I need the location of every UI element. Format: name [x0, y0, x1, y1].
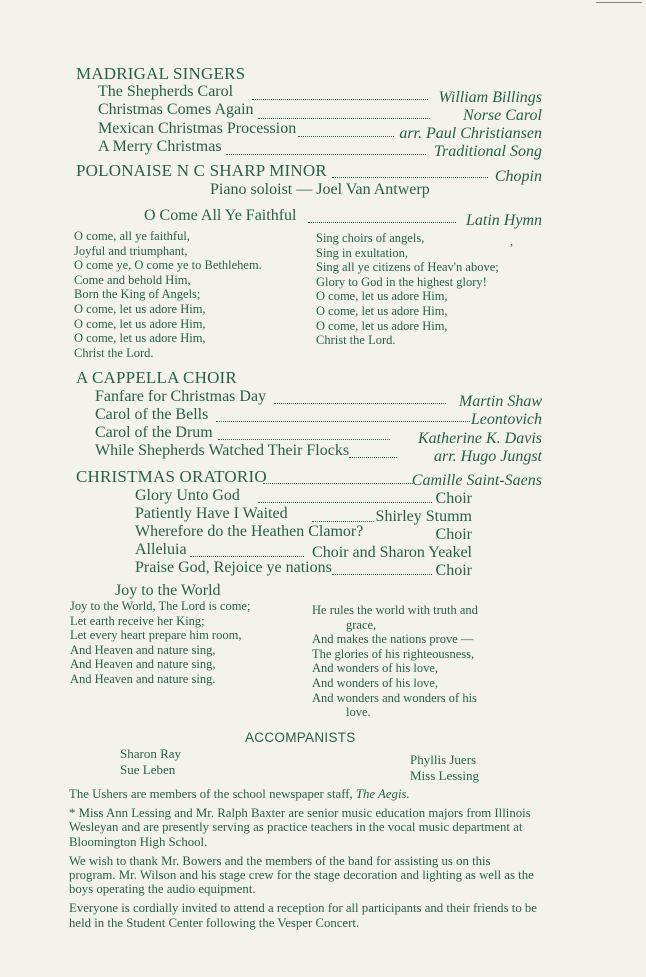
accompanist-name: Miss Lessing	[410, 768, 479, 783]
verse-line: love.	[346, 705, 371, 720]
program-notes	[69, 787, 539, 935]
joy-verse-right	[312, 603, 478, 720]
verse-line: O come, let us adore Him,	[316, 318, 448, 333]
oratorio-title-1: Glory Unto God	[135, 487, 240, 504]
oratorio-performer-2: Shirley Stumm	[375, 508, 472, 525]
oratorio-title-2: Patiently Have I Waited	[135, 505, 288, 522]
cappella-title-1: Fanfare for Christmas Day	[95, 388, 267, 405]
cappella-composer-1: Martin Shaw	[458, 393, 542, 410]
oratorio-composer: Camille Saint-Saens	[411, 472, 542, 489]
verse-line: And Heaven and nature sing,	[70, 642, 216, 657]
madrigal-composer-1: William Billings	[438, 89, 542, 106]
verse-line: Let every heart prepare him room,	[70, 628, 242, 643]
verse-line: Christ the Lord.	[74, 345, 154, 360]
verse-line: O come, all ye faithful,	[74, 229, 190, 243]
leader-line	[274, 403, 446, 404]
section-heading-accompanists: ACCOMPANISTS	[245, 730, 356, 745]
accompanist-name: Sharon Ray	[120, 746, 182, 761]
cappella-composer-4: arr. Hugo Jungst	[433, 448, 542, 465]
cappella-composer-2: Leontovich	[470, 411, 542, 428]
section-heading-polonaise: POLONAISE N C SHARP MINOR	[76, 161, 327, 180]
note-thanks: We wish to thank Mr. Bowers and the members of the band for assisting us on this program. Mr. Wilson and his stage crew for the stage decoration and lighting as well as the boys operating the audio equipment.	[69, 853, 534, 897]
leader-line	[258, 502, 432, 503]
leader-line	[332, 574, 432, 575]
hymn-composer-o-come: Latin Hymn	[466, 212, 542, 229]
verse-line: O come, let us adore Him,	[74, 301, 206, 316]
hymn-title-o-come: O Come All Ye Faithful	[144, 207, 297, 224]
accompanist-name: Sue Leben	[120, 762, 176, 777]
verse-line: O come ye, O come ye to Bethlehem.	[74, 258, 262, 273]
verse-line: O come, let us adore Him,	[74, 331, 206, 346]
cappella-title-2: Carol of the Bells	[95, 406, 209, 423]
verse-line: Sing in exultation,	[316, 245, 409, 260]
madrigal-composer-4: Traditional Song	[433, 143, 542, 160]
verse-line: Come and behold Him,	[74, 272, 191, 287]
leader-line	[252, 99, 428, 100]
leader-line	[332, 177, 488, 178]
verse-line: Glory to God in the highest glory!	[316, 274, 487, 289]
madrigal-title-2: Christmas Comes Again	[98, 101, 254, 118]
verse-line: Let earth receive her King;	[70, 613, 205, 628]
cappella-composer-3: Katherine K. Davis	[418, 430, 542, 447]
leader-line	[263, 483, 413, 484]
cappella-title-4: While Shepherds Watched Their Flocks	[95, 442, 350, 459]
accompanist-name: Phyllis Juers	[410, 752, 477, 767]
note-ushers	[69, 787, 539, 801]
oratorio-title-3: Wherefore do the Heathen Clamor?	[135, 523, 364, 540]
o-come-verse-right	[316, 231, 499, 348]
verse-line: He rules the world with truth and	[312, 603, 478, 617]
leader-line	[226, 154, 426, 155]
joy-verse-left	[70, 599, 250, 687]
verse-line: The glories of his righteousness,	[312, 646, 475, 661]
leader-line	[190, 556, 304, 557]
stray-mark: ,	[510, 234, 513, 248]
verse-line: O come, let us adore Him,	[316, 303, 448, 318]
note-invite: Everyone is cordially invited to attend a reception for all participants and their friends to be held in the Student Center following the Vesper Concert.	[69, 901, 537, 930]
note-seniors: * Miss Ann Lessing and Mr. Ralph Baxter are senior music education majors from Illinois Wesleyan and are presently serving as practice teachers in the vocal music department at Bloomington High School.	[69, 806, 531, 849]
leader-line	[258, 118, 430, 119]
oratorio-title-5: Praise God, Rejoice ye nations	[135, 559, 332, 576]
verse-line: O come, let us adore Him,	[74, 316, 206, 331]
verse-line: And wonders of his love,	[312, 661, 439, 676]
oratorio-performer-3: Choir	[435, 526, 472, 543]
verse-line: And makes the nations prove —	[312, 632, 474, 647]
section-heading-oratorio: CHRISTMAS ORATORIO	[76, 467, 267, 486]
verse-line: And wonders and wonders of his	[312, 690, 477, 705]
verse-line: Born the King of Angels;	[74, 287, 201, 302]
polonaise-composer: Chopin	[494, 168, 542, 185]
leader-line	[298, 136, 394, 137]
note-ushers-text: The Ushers are members of the school newspaper staff,	[69, 787, 353, 801]
verse-line: And Heaven and nature sing,	[70, 657, 216, 672]
oratorio-performer-4: Choir and Sharon Yeakel	[312, 544, 472, 561]
verse-line: O come, let us adore Him,	[316, 289, 448, 304]
madrigal-composer-3: arr. Paul Christiansen	[399, 125, 542, 142]
verse-line: Christ the Lord.	[316, 333, 396, 348]
leader-line	[349, 457, 397, 458]
accompanists-left	[120, 746, 181, 778]
madrigal-title-1: The Shepherds Carol	[98, 83, 234, 100]
oratorio-performer-1: Choir	[435, 490, 472, 507]
note-ushers-paper: The Aegis.	[355, 787, 410, 801]
leader-line	[216, 421, 470, 422]
section-heading-madrigal: MADRIGAL SINGERS	[76, 64, 246, 83]
leader-line	[218, 439, 390, 440]
o-come-verse-left	[74, 229, 262, 360]
madrigal-title-4: A Merry Christmas	[98, 138, 222, 155]
accompanists-right	[410, 752, 479, 784]
verse-line: And wonders of his love,	[312, 675, 439, 690]
hymn-title-joy: Joy to the World	[115, 582, 221, 599]
verse-line: Sing choirs of angels,	[316, 231, 425, 245]
section-heading-cappella: A CAPPELLA CHOIR	[76, 368, 237, 387]
oratorio-title-4: Alleluia	[135, 541, 187, 558]
top-edge-rule	[596, 2, 642, 3]
polonaise-soloist: Piano soloist — Joel Van Antwerp	[210, 181, 430, 198]
leader-line	[312, 521, 374, 522]
verse-line: Joyful and triumphant,	[74, 243, 188, 258]
verse-line: And Heaven and nature sing.	[70, 671, 216, 686]
leader-line	[308, 222, 456, 223]
verse-line: Joy to the World, The Lord is come;	[70, 599, 251, 613]
madrigal-composer-2: Norse Carol	[463, 107, 542, 124]
verse-line: Sing all ye citizens of Heav'n above;	[316, 260, 499, 275]
verse-line: grace,	[346, 617, 377, 632]
oratorio-performer-5: Choir	[435, 562, 472, 579]
cappella-title-3: Carol of the Drum	[95, 424, 213, 441]
madrigal-title-3: Mexican Christmas Procession	[98, 120, 297, 137]
